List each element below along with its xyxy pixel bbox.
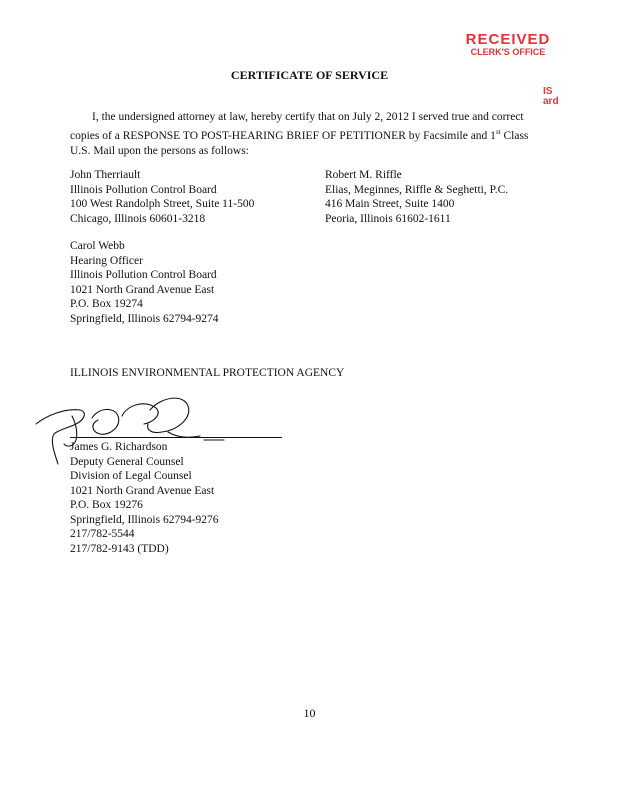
recipient-city: Springfield, Illinois 62794-9274	[70, 312, 219, 325]
signer-block	[70, 440, 219, 556]
recipient-address-2	[325, 168, 508, 226]
signer-city: Springfield, Illinois 62794-9276	[70, 513, 219, 526]
recipient-street: 1021 North Grand Avenue East	[70, 283, 215, 296]
recipient-org: Illinois Pollution Control Board	[70, 183, 217, 196]
recipient-name: Carol Webb	[70, 240, 125, 252]
recipient-city: Chicago, Illinois 60601-3218	[70, 212, 206, 225]
certification-paragraph	[70, 110, 550, 159]
certification-line-3: U.S. Mail upon the persons as follows:	[70, 144, 249, 157]
signer-division: Division of Legal Counsel	[70, 470, 192, 482]
page-number: 10	[303, 706, 316, 720]
signature-line	[70, 437, 282, 438]
recipient-name: Robert M. Riffle	[325, 169, 402, 181]
stamp-clerks-office-text: CLERK'S OFFICE	[470, 47, 546, 57]
certification-line-2	[70, 125, 550, 144]
stamp-edge-text	[543, 87, 559, 107]
certification-line-1: I, the undersigned attorney at law, hereby certify that on July 2, 2012 I served true and correct	[92, 111, 524, 123]
recipient-street: 416 Main Street, Suite 1400	[325, 198, 455, 210]
recipient-address-1	[70, 168, 254, 226]
ordinal-superscript: st	[495, 128, 501, 136]
certification-line-2-text: copies of a RESPONSE TO POST-HEARING BRIEF OF PETITIONER by Facsimile and 1	[70, 129, 496, 142]
recipient-org: Illinois Pollution Control Board	[70, 269, 217, 281]
recipient-street: 100 West Randolph Street, Suite 11-500	[70, 198, 255, 210]
recipient-org: Elias, Meginnes, Riffle & Seghetti, P.C.	[325, 183, 509, 196]
recipient-title: Hearing Officer	[70, 254, 143, 267]
recipient-po-box: P.O. Box 19274	[70, 298, 143, 310]
recipient-address-3	[70, 239, 219, 326]
recipient-name: John Therriault	[70, 169, 141, 181]
signer-phone: 217/782-5544	[70, 528, 135, 540]
agency-name: ILLINOIS ENVIRONMENTAL PROTECTION AGENCY	[70, 367, 345, 379]
recipient-city: Peoria, Illinois 61602-1611	[325, 212, 451, 225]
signer-street: 1021 North Grand Avenue East	[70, 484, 215, 497]
stamp-edge-line-1: IS	[543, 86, 553, 97]
certification-line-2-end: Class	[500, 129, 529, 142]
signer-title: Deputy General Counsel	[70, 455, 184, 468]
signer-tdd: 217/782-9143 (TDD)	[70, 542, 169, 555]
received-stamp	[448, 33, 568, 57]
stamp-edge-line-2: ard	[543, 96, 559, 107]
document-title: CERTIFICATE OF SERVICE	[230, 68, 389, 82]
signer-po-box: P.O. Box 19276	[70, 499, 143, 511]
stamp-received-text: RECEIVED	[465, 31, 551, 48]
signer-name: James G. Richardson	[70, 441, 168, 453]
